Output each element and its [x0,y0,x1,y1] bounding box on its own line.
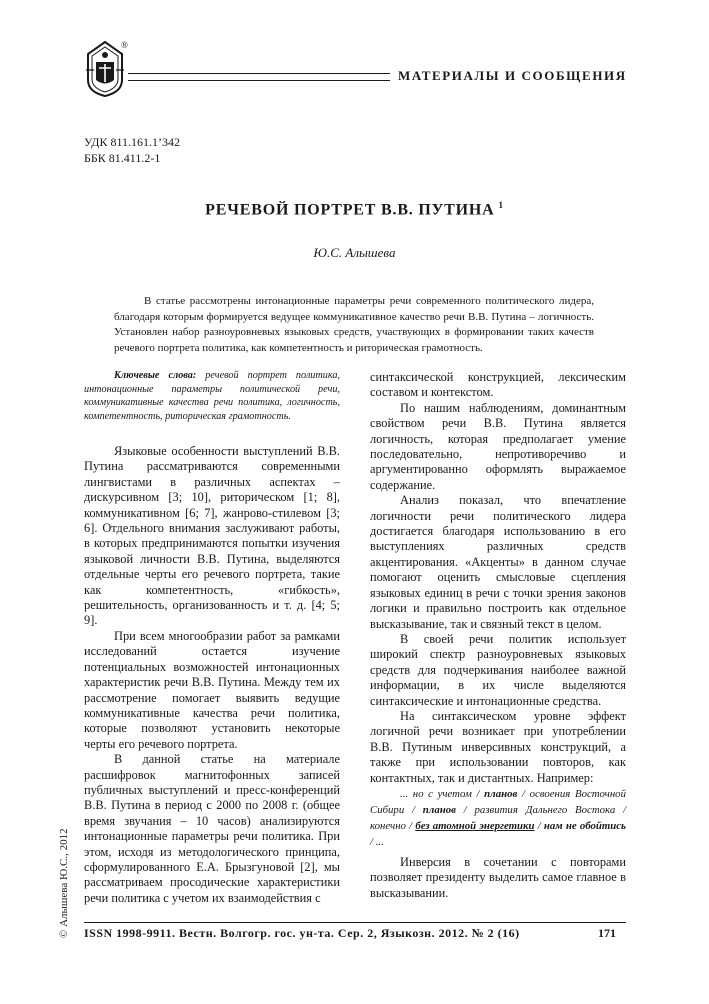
body-paragraph: Анализ показал, что впечатление логичности речи политического лидера достигается благодаря использованию в его выступлениях различных средств акцентирования. «Акценты» в данном случае помогают оценить смысловые сцепления языковых единиц в речи с точки зрения законов логики и правильно построить как отдельное высказывание, так и связный текст в целом. [370,493,626,631]
right-column [370,370,626,786]
body-paragraph: Инверсия в сочетании с повторами позволяет президенту выделить самое главное в высказывании. [370,855,626,900]
classification-codes [84,134,180,166]
example-emphasis: без атомной энергетики [415,820,535,832]
article-author: Ю.С. Алышева [313,245,396,260]
example-emphasis: планов [422,804,456,816]
body-paragraph: Языковые особенности выступлений В.В. Путина рассматриваются современными лингвистами в различных аспектах – дискурсивном [3; 10], риторическом [1; 8], коммуникативном [6; 7], жанрово-стилевом [3; 6]. Отдельного внимания заслуживают работы, в которых предпринимаются попытки изучения языковой личности В.В. Путина, выделяются отдельные черты его речевого портрета, такие как компетентность, «гибкость», решительность, организованность и т. д. [4; 5; 9]. [84,444,340,628]
registered-mark: ® [121,40,128,50]
section-title: МАТЕРИАЛЫ И СООБЩЕНИЯ [398,68,627,83]
footer-rule [84,922,626,923]
header-rule [128,80,390,81]
university-crest-icon [84,40,126,98]
body-paragraph: синтаксической конструкцией, лексическим составом и контекстом. [370,370,626,400]
article-title [0,200,709,219]
right-column-continued [370,855,626,901]
body-paragraph: На синтаксическом уровне эффект логичной речи возникает при употреблении В.В. Путиным инверсивных конструкций, а также при использовании повторов, как контактных, так и дистантных. Например: [370,708,626,785]
keywords [84,369,340,423]
keywords-text: речевой портрет политика, интонационные параметры политической речи, коммуникативные качества речи политика, логичность, компетентность, риторическая грамотность. [84,370,341,422]
example-text: / освоения Восточной Сибири / [370,788,626,816]
keywords-label: Ключевые слова: [114,370,197,381]
left-column [84,444,340,906]
example-text: ... но с учетом / [400,788,485,800]
udk-code: УДК 811.161.1’342 [84,135,181,149]
article-title-text: РЕЧЕВОЙ ПОРТРЕТ В.В. ПУТИНА [205,201,495,219]
body-paragraph: В своей речи политик использует широкий спектр разноуровневых языковых средств для подчеркивания наиболее важной информации, в их числе выделяются синтаксические и интонационные средства. [370,631,626,708]
body-paragraph: В данной статье на материале расшифровок магнитофонных записей публичных выступлений и пресс-конференций В.В. Путина в период с 2000 по 2008 г. (общее время звучания – 10 часов) анализируются интонационные параметры речи политика. При этом, исходя из методологического принципа, сформулированного Е.А. Брызгуновой [2], мы рассматриваем просодические характеристики речи политика с учетом их взаимодействия с [84,752,340,905]
journal-citation: ISSN 1998-9911. Вестн. Волгогр. гос. ун-та. Сер. 2, Языкозн. 2012. № 2 (16) [84,926,520,940]
speech-example [370,786,626,850]
example-text: / ... [370,836,384,848]
example-text: / развития Дальнего Востока / конечно / [370,804,626,832]
header-rule [128,73,390,74]
body-paragraph: По нашим наблюдениям, доминантным свойством речи В.В. Путина является логичность, которая предполагает умение последовательно, непротиворечиво и аргументированно оформлять выражаемое содержание. [370,400,626,492]
article-abstract: В статье рассмотрены интонационные параметры речи современного политического лидера, благодаря которым формируется ведущее коммуникативное качество речи В.В. Путина – логичность. Установлен набор разноуровневых языковых средств, участвующих в формировании таких качеств речевого портрета политика, как компетентность и риторическая грамотность. [114,295,594,354]
example-emphasis: планов [484,788,518,800]
footnote-mark: 1 [498,200,504,210]
example-emphasis: нам не обойтись [543,820,626,832]
bbk-code: ББК 81.411.2-1 [84,151,161,165]
copyright-note: © Алышева Ю.С., 2012 [58,828,70,938]
body-paragraph: При всем многообразии работ за рамками исследований остается изучение потенциальных возможностей интонационных характеристик речи В.В. Путина. Между тем их рассмотрение помогает выявить ведущие коммуникативные качества речи политика, которые позволяют установить некоторые черты его речевого портрета. [84,628,340,751]
example-text: / [534,820,544,832]
page-number: 171 [598,926,616,940]
